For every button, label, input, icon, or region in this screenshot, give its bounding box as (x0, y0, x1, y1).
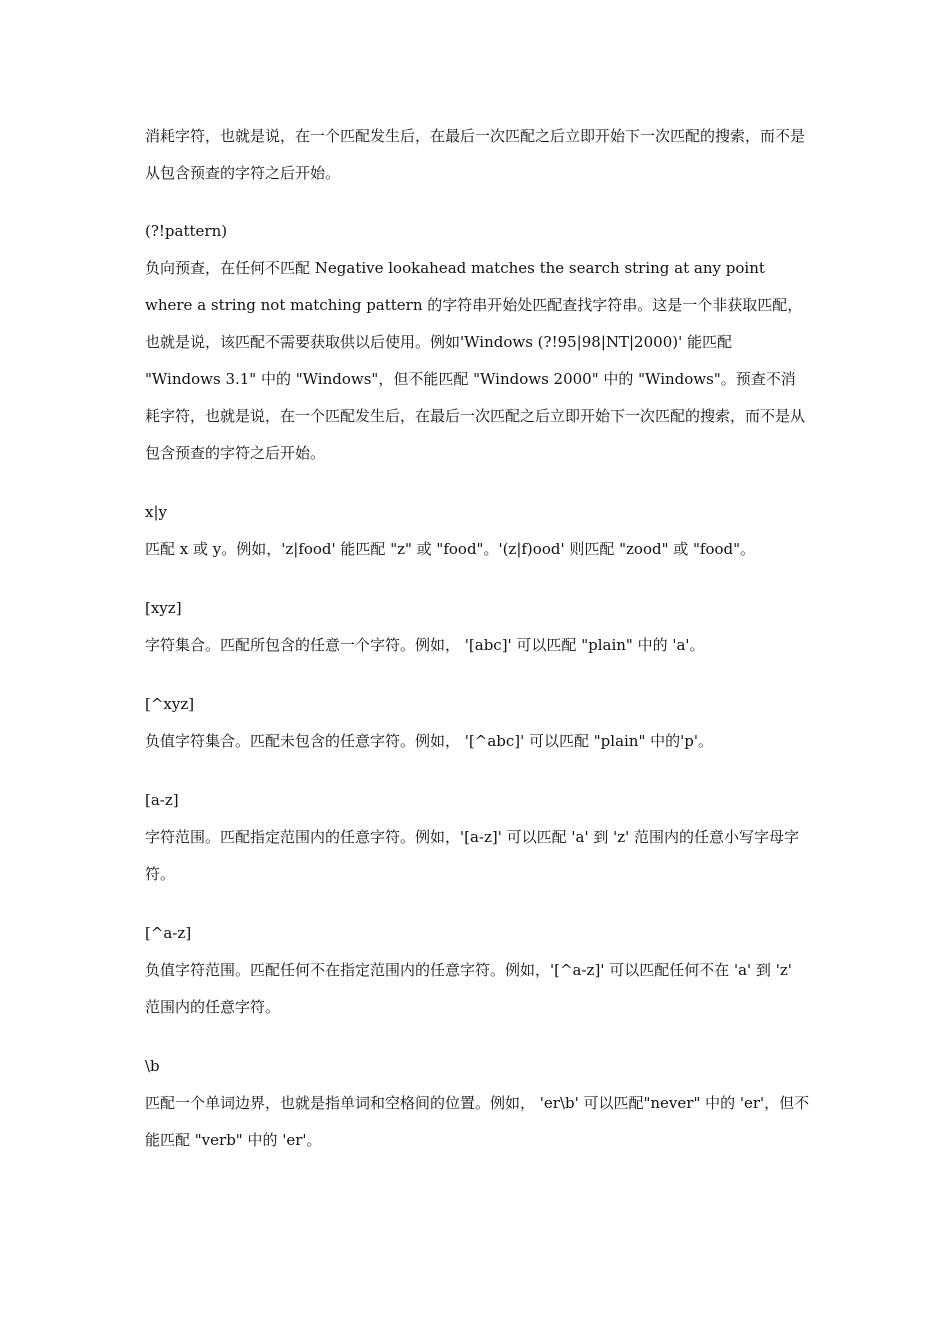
section-term: [^a-z] (145, 924, 192, 942)
intro-paragraph: 消耗字符，也就是说，在一个匹配发生后，在最后一次匹配之后立即开始下一次匹配的搜索，而不是从包含预查的字符之后开始。 (145, 127, 806, 182)
section-term: (?!pattern) (145, 222, 228, 240)
section-term: x|y (145, 503, 167, 521)
section-description: 匹配一个单词边界，也就是指单词和空格间的位置。例如， 'er\b' 可以匹配"never" 中的 'er'，但不能匹配 "verb" 中的 'er'。 (145, 1094, 810, 1149)
section-word-boundary (145, 1048, 810, 1159)
section-negated-character-set (145, 686, 810, 760)
section-description: 负值字符范围。匹配任何不在指定范围内的任意字符。例如，'[^a-z]' 可以匹配任何不在 'a' 到 'z' 范围内的任意字符。 (145, 961, 792, 1016)
section-character-range (145, 782, 810, 893)
section-description: 负向预查，在任何不匹配 Negative lookahead matches the search string at any point where a string not matching pattern 的字符串开始处匹配查找字符串。这是一个非获取匹配，也就是说，该匹配不需要获取供以后使用。例如'Windows (?!95|98|NT|2000)' 能匹配 "Windows 3.1" 中的 "Windows"，但不能匹配 "Windows 2000" 中的 "Windows"。预查不消耗字符，也就是说，在一个匹配发生后，在最后一次匹配之后立即开始下一次匹配的搜索，而不是从包含预查的字符之后开始。 (145, 259, 806, 462)
section-description: 负值字符集合。匹配未包含的任意字符。例如， '[^abc]' 可以匹配 "plain" 中的'p'。 (145, 732, 713, 750)
section-negated-character-range (145, 915, 810, 1026)
section-term: [^xyz] (145, 695, 195, 713)
section-alternation (145, 494, 810, 568)
section-term: [xyz] (145, 599, 182, 617)
section-description: 字符范围。匹配指定范围内的任意字符。例如，'[a-z]' 可以匹配 'a' 到 'z' 范围内的任意小写字母字符。 (145, 828, 800, 883)
section-term: [a-z] (145, 791, 179, 809)
section-character-set (145, 590, 810, 664)
section-description: 匹配 x 或 y。例如，'z|food' 能匹配 "z" 或 "food"。'(z|f)ood' 则匹配 "zood" 或 "food"。 (145, 540, 756, 558)
section-negative-lookahead (145, 213, 810, 472)
document-page (145, 118, 810, 1159)
section-description: 字符集合。匹配所包含的任意一个字符。例如， '[abc]' 可以匹配 "plain" 中的 'a'。 (145, 636, 705, 654)
section-term: \b (145, 1057, 160, 1075)
